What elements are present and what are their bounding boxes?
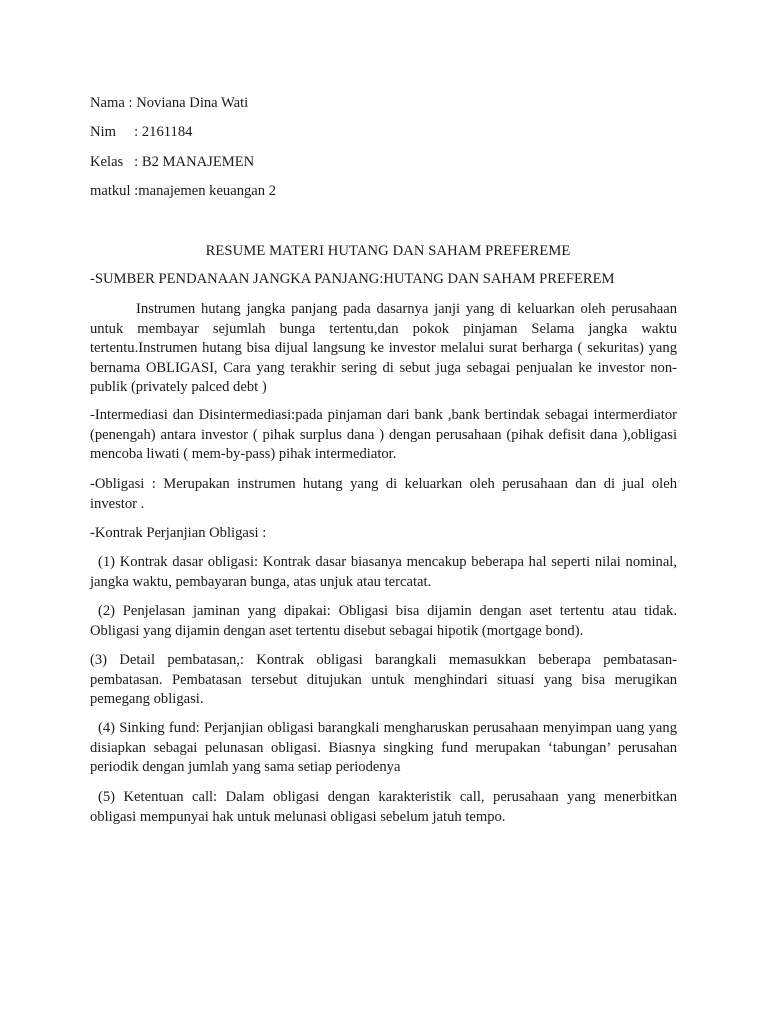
student-name: Nama : Noviana Dina Wati xyxy=(90,95,249,111)
paragraph-kontrak-heading: -Kontrak Perjanjian Obligasi : xyxy=(90,525,267,541)
student-class: Kelas : B2 MANAJEMEN xyxy=(90,154,255,170)
paragraph-intermediasi: -Intermediasi dan Disintermediasi:pada pinjaman dari bank ,bank bertindak sebagai intermerdiator (penengah) antara investor ( pihak surplus dana ) dengan perusahaan (pihak defisit dana ),obligasi mencoba liwati ( mem-by-pass) pihak intermediator. xyxy=(90,407,677,462)
course-name: matkul :manajemen keuangan 2 xyxy=(90,183,277,199)
list-item-jaminan: (2) Penjelasan jaminan yang dipakai: Obligasi bisa dijamin dengan aset tertentu atau tidak. Obligasi yang dijamin dengan aset tertentu disebut sebagai hipotik (mortgage bond). xyxy=(90,603,677,639)
paragraph-obligasi: -Obligasi : Merupakan instrumen hutang yang di keluarkan oleh perusahaan dan di jual oleh investor . xyxy=(90,476,677,512)
list-item-ketentuan-call: (5) Ketentuan call: Dalam obligasi dengan karakteristik call, perusahaan yang menerbitkan obligasi mempunyai hak untuk melunasi obligasi sebelum jatuh tempo. xyxy=(90,789,677,825)
student-nim: Nim : 2161184 xyxy=(90,124,193,140)
document-title-text: RESUME MATERI HUTANG DAN SAHAM PREFEREME xyxy=(205,243,571,259)
paragraph-intro: Instrumen hutang jangka panjang pada dasarnya janji yang di keluarkan oleh perusahaan untuk membayar sejumlah bunga tertentu,dan pokok pinjaman Selama jangka waktu tertentu.Instrumen hutang bisa dijual langsung ke investor melalui surat berharga ( sekuritas) yang bernama OBLIGASI, Cara yang terakhir sering di sebut juga sebagai penjualan ke investor non-publik (privately palced debt ) xyxy=(90,301,677,395)
document-title xyxy=(0,242,768,260)
list-item-pembatasan: (3) Detail pembatasan,: Kontrak obligasi barangkali memasukkan beberapa pembatasan-pembatasan. Pembatasan tersebut ditujukan untuk menghindari situasi yang bisa merugikan pemegang obligasi. xyxy=(90,652,677,707)
list-item-kontrak-dasar: (1) Kontrak dasar obligasi: Kontrak dasar biasanya mencakup beberapa hal seperti nilai nominal, jangka waktu, pembayaran bunga, atas unjuk atau tercatat. xyxy=(90,554,677,590)
list-item-sinking-fund: (4) Sinking fund: Perjanjian obligasi barangkali mengharuskan perusahaan menyimpan uang yang disiapkan sebagai pelunasan obligasi. Biasnya singking fund merupakan ‘tabungan’ perusahan periodik dengan jumlah yang sama setiap periodenya xyxy=(90,720,677,775)
section-heading: -SUMBER PENDANAAN JANGKA PANJANG:HUTANG DAN SAHAM PREFEREM xyxy=(90,271,615,287)
